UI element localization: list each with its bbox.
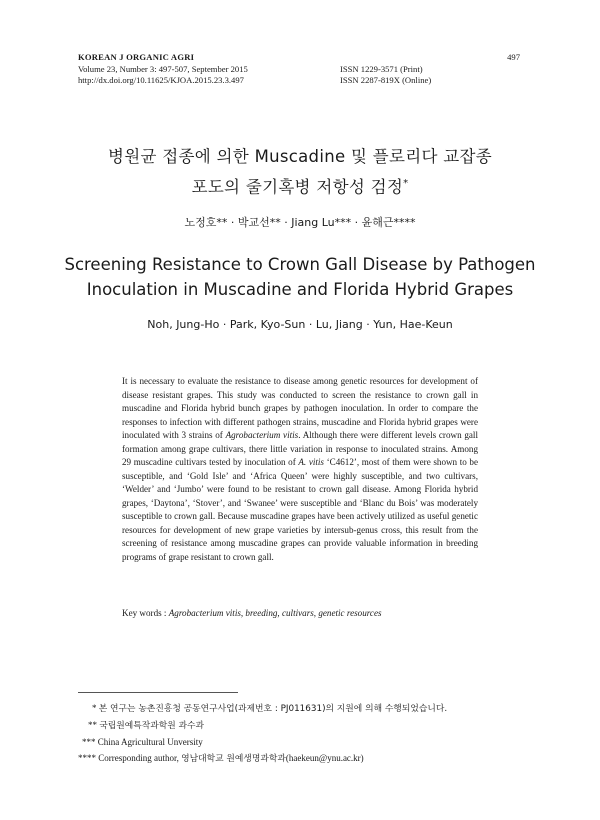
footnote-4-mark: **** (78, 753, 99, 763)
issn-online: ISSN 2287-819X (Online) (340, 75, 432, 85)
footnote-divider (78, 692, 238, 693)
footnotes (78, 700, 447, 767)
english-authors: Noh, Jung-Ho · Park, Kyo-Sun · Lu, Jiang · Yun, Hae-Keun (147, 318, 453, 331)
footnote-4-affiliation: 영남대학교 원예생명과학과 (181, 754, 286, 764)
footnote-2 (78, 717, 447, 734)
abstract-text-3: ‘C4612’, most of them were shown to be susceptible, and ‘Gold Isle’ and ‘Africa Queen’ were highly susceptible, and two cultivars, ‘Welder’ and ‘Jumbo’ were found to be resistant to crown gall disease. Among Florida hybrid grapes, ‘Daytona’, ‘Stover’, and ‘Swanee’ were susceptible and ‘Blanc du Bois’ was moderately susceptible to crown gall. Because muscadine grapes have been actively utilized as useful genetic resources for development of new grape varieties by intersub-genus cross, this result from the screening of resistance among muscadine grapes can provide valuable information in breeding programs of grape resistant to crown gall. (122, 457, 478, 562)
doi-link[interactable]: http://dx.doi.org/10.11625/KJOA.2015.23.3.497 (78, 75, 244, 85)
footnote-4 (78, 750, 447, 767)
footnote-1-text: 본 연구는 농촌진흥청 공동연구사업(과제번호 : PJ011631)의 지원에 의해 수행되었습니다. (98, 704, 448, 714)
abstract-text-2: . Although there were different levels crown gall formation among grape cultivars, there little variation in response to inoculated strains. Among 29 muscadine cultivars tested by inoculation of (122, 430, 478, 467)
english-title-line1: Screening Resistance to Crown Gall Disease by Pathogen (64, 255, 536, 274)
issn-block (340, 52, 520, 87)
keywords-terms: Agrobacterium vitis, breeding, cultivars, genetic resources (168, 608, 382, 618)
korean-title-line2: 포도의 줄기혹병 저항성 검정 (191, 177, 404, 197)
abstract-text-1: It is necessary to evaluate the resistance to disease among genetic resources for development of disease resistant grapes. This study was conducted to screen the resistance to crown gall in muscadine and Florida hybrid bunch grapes by pathogen inoculation. In order to compare the responses to infection with different pathogen strains, muscadine and Florida hybrid grapes were inoculated with 3 strains of (122, 376, 478, 440)
journal-header (78, 52, 248, 87)
journal-name: KOREAN J ORGANIC AGRI (78, 52, 195, 62)
keywords-label: Key words : (122, 608, 169, 618)
footnote-3 (78, 734, 447, 750)
korean-title (0, 143, 600, 201)
english-title-line2: Inoculation in Muscadine and Florida Hybrid Grapes (86, 280, 514, 299)
korean-authors: 노정호** · 박교선** · Jiang Lu*** · 윤해근**** (184, 216, 416, 229)
page-number: 497 (507, 52, 520, 62)
korean-title-line1: 병원균 접종에 의한 Muscadine 및 플로리다 교잡종 (108, 147, 492, 166)
abstract-italic-2: A. vitis (298, 457, 324, 467)
volume-info: Volume 23, Number 3: 497-507, September 2015 (78, 63, 248, 74)
abstract (122, 375, 478, 564)
footnote-2-text: 국립원예특작과학원 과수과 (99, 721, 205, 731)
footnote-4-text: Corresponding author, (98, 753, 182, 763)
footnote-1 (78, 700, 447, 717)
footnote-4-email[interactable]: (haekeun@ynu.ac.kr) (285, 753, 364, 763)
issn-print: ISSN 1229-3571 (Print) (340, 63, 423, 74)
keywords (122, 608, 478, 618)
footnote-3-text: China Agricultural Unversity (97, 737, 203, 747)
title-footnote-mark: * (403, 178, 409, 189)
footnote-2-mark: ** (88, 720, 100, 730)
abstract-italic-1: Agrobacterium vitis (225, 430, 299, 440)
footnote-3-mark: *** (82, 737, 98, 747)
english-title (0, 252, 600, 302)
footnote-1-mark: * (92, 703, 99, 713)
